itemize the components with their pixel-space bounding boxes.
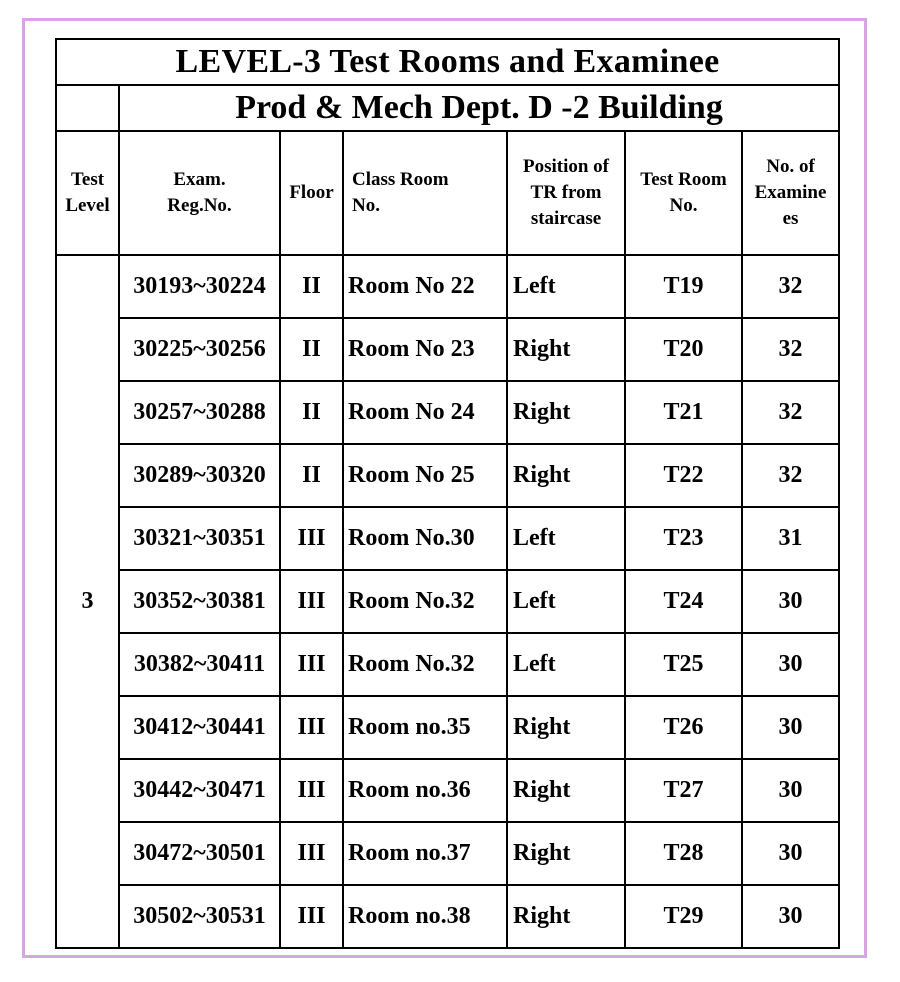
header-test-room-line: No. (669, 195, 698, 216)
header-examinees-line: No. of (766, 156, 815, 177)
class-room-value: Room No 23 (343, 318, 507, 381)
examinee-count: 30 (742, 759, 839, 822)
examinee-count: 31 (742, 507, 839, 570)
position-value: Left (507, 633, 625, 696)
table-row (56, 885, 839, 948)
table-row (56, 696, 839, 759)
header-class-room-line: No. (352, 195, 380, 216)
table-row (56, 507, 839, 570)
header-class-room-line: Class Room (352, 169, 449, 190)
test-room-value: T22 (625, 444, 742, 507)
examinee-count: 30 (742, 633, 839, 696)
exam-reg-range: 30442~30471 (119, 759, 280, 822)
examinee-count: 30 (742, 570, 839, 633)
table-row (56, 822, 839, 885)
exam-reg-range: 30257~30288 (119, 381, 280, 444)
test-room-value: T21 (625, 381, 742, 444)
examinee-count: 30 (742, 696, 839, 759)
subtitle-row (56, 85, 839, 131)
examinee-count: 30 (742, 822, 839, 885)
exam-reg-range: 30472~30501 (119, 822, 280, 885)
header-class-room (343, 131, 507, 255)
exam-reg-range: 30382~30411 (119, 633, 280, 696)
header-exam-reg (119, 131, 280, 255)
class-room-value: Room no.36 (343, 759, 507, 822)
position-value: Left (507, 507, 625, 570)
floor-value: III (280, 885, 343, 948)
table-row (56, 318, 839, 381)
position-value: Right (507, 822, 625, 885)
table-row (56, 759, 839, 822)
exam-reg-range: 30502~30531 (119, 885, 280, 948)
header-position (507, 131, 625, 255)
class-room-value: Room No.32 (343, 570, 507, 633)
test-room-value: T26 (625, 696, 742, 759)
exam-reg-range: 30321~30351 (119, 507, 280, 570)
floor-value: II (280, 255, 343, 318)
header-floor (280, 131, 343, 255)
header-position-line: Position of (522, 156, 610, 177)
floor-value: III (280, 633, 343, 696)
exam-room-table (55, 38, 840, 949)
header-exam-reg-line: Exam. (173, 169, 226, 190)
subtitle-blank-cell (56, 85, 119, 131)
exam-reg-range: 30412~30441 (119, 696, 280, 759)
floor-value: II (280, 444, 343, 507)
test-room-value: T25 (625, 633, 742, 696)
table-row (56, 570, 839, 633)
header-row (56, 131, 839, 255)
position-value: Left (507, 255, 625, 318)
header-test-room (625, 131, 742, 255)
position-value: Right (507, 696, 625, 759)
table-row (56, 444, 839, 507)
header-floor-line: Floor (289, 182, 334, 203)
header-test-level-line: Test (70, 169, 105, 190)
position-value: Right (507, 885, 625, 948)
examinee-count: 30 (742, 885, 839, 948)
position-value: Left (507, 570, 625, 633)
table-subtitle: Prod & Mech Dept. D -2 Building (119, 85, 839, 131)
floor-value: III (280, 696, 343, 759)
exam-reg-range: 30193~30224 (119, 255, 280, 318)
position-value: Right (507, 318, 625, 381)
floor-value: II (280, 381, 343, 444)
header-examinees-line: Examine (754, 182, 827, 203)
class-room-value: Room no.37 (343, 822, 507, 885)
class-room-value: Room No 22 (343, 255, 507, 318)
class-room-value: Room No.32 (343, 633, 507, 696)
header-examinees (742, 131, 839, 255)
table-row (56, 255, 839, 318)
floor-value: III (280, 759, 343, 822)
position-value: Right (507, 759, 625, 822)
position-value: Right (507, 381, 625, 444)
examinee-count: 32 (742, 444, 839, 507)
position-value: Right (507, 444, 625, 507)
class-room-value: Room No 25 (343, 444, 507, 507)
header-exam-reg-line: Reg.No. (167, 195, 232, 216)
floor-value: III (280, 507, 343, 570)
header-test-level (56, 131, 119, 255)
exam-reg-range: 30225~30256 (119, 318, 280, 381)
table-title: LEVEL-3 Test Rooms and Examinee (56, 39, 839, 85)
exam-reg-range: 30289~30320 (119, 444, 280, 507)
examinee-count: 32 (742, 381, 839, 444)
test-room-value: T23 (625, 507, 742, 570)
floor-value: II (280, 318, 343, 381)
header-position-line: staircase (530, 208, 602, 229)
test-room-value: T28 (625, 822, 742, 885)
examinee-count: 32 (742, 255, 839, 318)
test-room-value: T20 (625, 318, 742, 381)
header-position-line: TR from (530, 182, 602, 203)
class-room-value: Room no.38 (343, 885, 507, 948)
header-test-level-line: Level (65, 195, 110, 216)
test-level-value: 3 (56, 255, 119, 948)
class-room-value: Room No.30 (343, 507, 507, 570)
test-room-value: T27 (625, 759, 742, 822)
floor-value: III (280, 822, 343, 885)
header-test-room-line: Test Room (640, 169, 727, 190)
test-room-value: T29 (625, 885, 742, 948)
title-row (56, 39, 839, 85)
floor-value: III (280, 570, 343, 633)
table-row (56, 633, 839, 696)
table-row (56, 381, 839, 444)
header-examinees-line: es (782, 208, 799, 229)
exam-reg-range: 30352~30381 (119, 570, 280, 633)
test-room-value: T24 (625, 570, 742, 633)
class-room-value: Room no.35 (343, 696, 507, 759)
class-room-value: Room No 24 (343, 381, 507, 444)
examinee-count: 32 (742, 318, 839, 381)
test-room-value: T19 (625, 255, 742, 318)
